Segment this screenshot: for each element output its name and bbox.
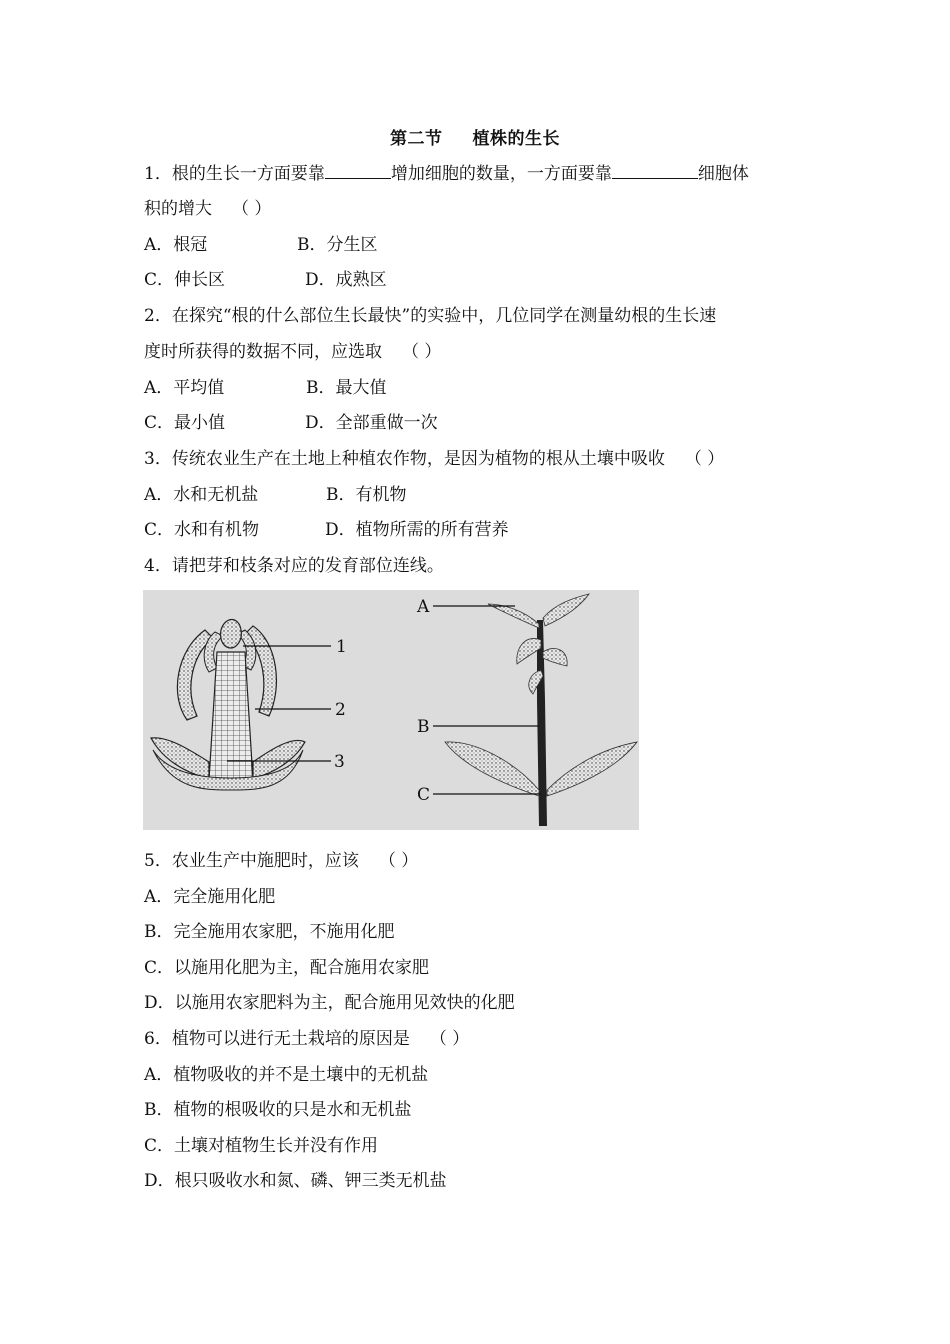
- q6-line1: [144, 1027, 469, 1051]
- q2-text: 度时所获得的数据不同，应选取: [144, 342, 382, 362]
- bud-diagram: [151, 620, 305, 791]
- bud-label-3: 3: [334, 752, 345, 772]
- q5-answer-paren[interactable]: （ ）: [378, 851, 419, 871]
- q2-option-a: A．平均值: [144, 378, 225, 398]
- q2-option-b: B．最大值: [306, 378, 387, 398]
- branch-label-a: A: [417, 597, 430, 617]
- q3-answer-paren[interactable]: （ ）: [684, 449, 725, 469]
- q5-text: 5．农业生产中施肥时，应该: [144, 851, 359, 871]
- q2-line2: [144, 340, 441, 364]
- q3-text: 3．传统农业生产在土地上种植农作物，是因为植物的根从土壤中吸收: [144, 449, 665, 469]
- q6-answer-paren[interactable]: （ ）: [429, 1029, 470, 1049]
- q1-option-b: B．分生区: [297, 235, 378, 255]
- q5-option-a: A．完全施用化肥: [144, 887, 276, 907]
- q5-line1: [144, 849, 418, 873]
- q1-line1: [144, 160, 749, 186]
- title-section: 第二节: [390, 129, 443, 149]
- q2-line1: 2．在探究“根的什么部位生长最快”的实验中，几位同学在测量幼根的生长速: [144, 306, 717, 326]
- title-topic: 植株的生长: [472, 129, 560, 149]
- branch-diagram: [445, 594, 637, 826]
- q5-option-c: C．以施用化肥为主，配合施用农家肥: [144, 958, 430, 978]
- q3-option-a: A．水和无机盐: [144, 485, 259, 505]
- q5-option-b: B．完全施用农家肥，不施用化肥: [144, 922, 395, 942]
- branch-label-b: B: [417, 717, 430, 737]
- q3-option-c: C．水和有机物: [144, 520, 260, 540]
- q1-text-d: 积的增大: [144, 199, 212, 219]
- q6-option-d: D．根只吸收水和氮、磷、钾三类无机盐: [144, 1171, 447, 1191]
- q1-text-c: 细胞体: [697, 164, 749, 184]
- branch-label-c: C: [417, 785, 431, 805]
- q3-option-d: D．植物所需的所有营养: [325, 520, 509, 540]
- q1-option-c: C．伸长区: [144, 270, 226, 290]
- page-title: [0, 124, 950, 149]
- q5-option-d: D．以施用农家肥料为主，配合施用见效快的化肥: [144, 993, 515, 1013]
- q1-blank-1[interactable]: [325, 160, 391, 179]
- q6-option-b: B．植物的根吸收的只是水和无机盐: [144, 1100, 412, 1120]
- q4-line1: 4．请把芽和枝条对应的发育部位连线。: [144, 556, 444, 576]
- bud-label-2: 2: [335, 700, 346, 720]
- q3-line1: [144, 447, 724, 471]
- q2-answer-paren[interactable]: （ ）: [402, 342, 442, 362]
- q1-option-d: D．成熟区: [305, 270, 387, 290]
- q1-line2: [144, 197, 271, 221]
- q6-option-c: C．土壤对植物生长并没有作用: [144, 1136, 379, 1156]
- q3-option-b: B．有机物: [326, 485, 407, 505]
- q1-answer-paren[interactable]: （ ）: [232, 199, 272, 219]
- bud-and-branch-figure: [143, 590, 639, 830]
- q1-text-a: 1．根的生长一方面要靠: [144, 164, 325, 184]
- q6-text: 6．植物可以进行无土栽培的原因是: [144, 1029, 410, 1049]
- q2-option-c: C．最小值: [144, 413, 226, 433]
- q2-option-d: D．全部重做一次: [305, 413, 438, 433]
- q1-text-b: 增加细胞的数量，一方面要靠: [390, 164, 612, 184]
- q1-option-a: A．根冠: [144, 235, 208, 255]
- bud-label-1: 1: [336, 637, 347, 657]
- q6-option-a: A．植物吸收的并不是土壤中的无机盐: [144, 1065, 429, 1085]
- q1-blank-2[interactable]: [612, 160, 698, 179]
